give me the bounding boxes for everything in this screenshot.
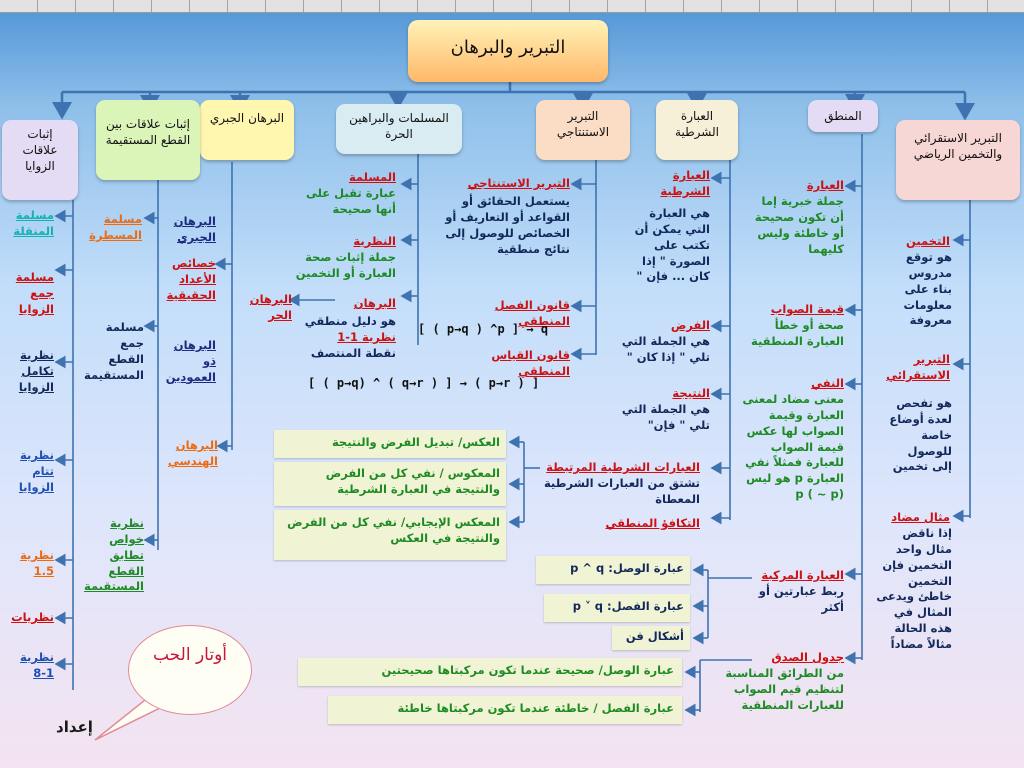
supplement-theorem: نظرية تكامل الزوايا	[18, 348, 54, 394]
branch-inductive-reasoning: التبرير الاستقرائي والتخمين الرياضي	[896, 120, 1020, 200]
conjunction-definition-box	[298, 658, 682, 686]
inverse-box	[274, 462, 506, 506]
converse-text: العكس/ تبديل الفرض والنتيجة	[331, 435, 500, 449]
contrapositive-box	[274, 510, 506, 560]
deductive-title: التبرير الاستنتاجي	[467, 176, 570, 190]
deductive-definition: يستعمل الحقائق أو القواعد أو التعاريف أو الخصائص للوصول إلى نتائج منطقية	[445, 194, 570, 256]
proof-definition: هو دليل منطقي	[304, 314, 396, 328]
truth-table-definition: من الطرائق المناسبة لتنظيم قيم الصواب للعبارات المنطقية	[725, 666, 844, 712]
root-node: التبرير والبرهان	[408, 20, 608, 82]
postulate-definition: عبارة تقبل على أنها صحيحة	[305, 186, 396, 216]
hypothesis-title: الفرض	[670, 318, 710, 332]
theorem-1-1: نظرية 1-1	[337, 330, 396, 344]
segment-addition-postulate: مسلمة جمع القطع المستقيمة	[83, 320, 144, 382]
real-number-properties: خصائص الأعداد الحقيقية	[166, 256, 216, 302]
disjunction-definition-box	[328, 696, 682, 724]
conjunction-text: عبارة الوصل: p ^ q	[570, 561, 684, 575]
conjecture-title: التخمين	[906, 234, 950, 248]
complement-theorem: نظرية تتام الزوايا	[18, 448, 54, 494]
segment-congruence-theorem: نظرية خواص تطابق القطع المستقيمة	[83, 516, 144, 594]
credit-bubble-text: أوتار الحب	[152, 645, 228, 665]
prepared-by-label: إعداد	[56, 718, 93, 736]
branch-postulates-proofs: المسلمات والبراهين الحرة	[336, 104, 462, 154]
venn-text: أشكال فن	[625, 629, 684, 643]
angle-addition-postulate: مسلمة جمع الزوايا	[15, 270, 54, 316]
negation-title: النفي	[811, 376, 844, 390]
protractor-postulate: مسلمة المنقلة	[13, 208, 54, 238]
branch-logic: المنطق	[808, 100, 878, 132]
theorem-1-5: نظرية 1.5	[20, 548, 54, 578]
midpoint-theorem: نقطة المنتصف	[310, 346, 396, 360]
negation-definition: معنى مضاد لمعنى العبارة وقيمة الصواب لها عكس قيمة الصواب للعبارة فمثلاً نفي العبارة p هو ليس p ( ~ p)	[742, 392, 844, 502]
truth-table-title: جدول الصدق	[771, 650, 844, 664]
compound-statement-title: العبارة المركبة	[761, 568, 844, 582]
logical-equivalence: التكافؤ المنطقي	[605, 516, 700, 530]
conclusion-title: النتيجة	[672, 386, 710, 400]
conditional-definition: هي العبارة التي يمكن أن تكتب على الصورة " إذا كان ... فإن "	[634, 206, 710, 284]
disjunction-definition: عبارة الفصل / خاطئة عندما تكون مركبتاها خاطئة	[397, 701, 674, 715]
venn-box	[612, 626, 690, 650]
branch-segment-relations: إثبات علاقات بين القطع المستقيمة	[96, 100, 200, 180]
detachment-law-formula: [ ( p→q ) ^p ] → q	[418, 322, 549, 336]
branch-conditional-statement: العبارة الشرطية	[656, 100, 738, 160]
syllogism-law-title: قانون القياس المنطقي	[491, 348, 570, 378]
conjunction-definition: عبارة الوصل/ صحيحة عندما تكون مركبتاها صحيحتين	[381, 663, 674, 677]
hypothesis-definition: هي الجملة التي تلي " إذا كان "	[621, 334, 710, 364]
truth-value-title: قيمة الصواب	[770, 302, 844, 316]
related-conditionals-definition: تشتق من العبارات الشرطية المعطاة	[543, 476, 700, 506]
branch-algebraic-proof: البرهان الجبري	[200, 100, 294, 160]
related-conditionals-title: العبارات الشرطية المرتبطة	[546, 460, 700, 474]
algebraic-proof-item: البرهان الجبري	[173, 214, 216, 244]
conjecture-definition: هو توقع مدروس بناء على معلومات معروفة	[903, 250, 952, 328]
postulate-title: المسلمة	[348, 170, 396, 184]
geometric-proof: البرهان الهندسي	[167, 438, 218, 468]
counterexample-title: مثال مضاد	[891, 510, 950, 524]
compound-statement-definition: ربط عبارتين أو أكثر	[758, 584, 844, 614]
statement-definition: جملة خبرية إما أن تكون صحيحة أو خاطئة وليس كليهما	[754, 194, 844, 256]
credit-bubble	[128, 625, 252, 715]
syllogism-law-formula: [ ( p→q) ^ ( q→r ) ] → ( p→r ) ]	[308, 376, 540, 390]
contrapositive-text: المعكس الإيجابي/ نفي كل من الفرض والنتيجة في العكس	[287, 515, 500, 545]
inverse-text: المعكوس / نفي كل من الفرض والنتيجة في العبارة الشرطية	[325, 466, 500, 496]
theorem-definition: جملة إثبات صحة العبارة أو التخمين	[295, 250, 396, 280]
disjunction-box	[544, 594, 690, 622]
inductive-definition: هو تفحص لعدة أوضاع خاصة للوصول إلى تخمين	[889, 396, 952, 474]
theorem-title: النظرية	[353, 234, 396, 248]
counterexample-definition: إذا ناقض مثال واحد التخمين فإن التخمين خاطئ ويدعى المثال في هذه الحالة مثالاً مضاداً	[876, 526, 952, 652]
conjunction-box	[536, 556, 690, 584]
disjunction-text: عبارة الفصل: p ˅ q	[572, 599, 684, 613]
paragraph-proof: البرهان الحر	[249, 292, 292, 322]
conclusion-definition: هي الجملة التي تلي " فإن"	[621, 402, 710, 432]
two-column-proof: البرهان ذو العمودين	[165, 338, 216, 384]
conditional-title: العبارة الشرطية	[660, 168, 710, 198]
theorem-1-8: نظرية 1-8	[20, 650, 54, 680]
theorems: نظريات	[11, 610, 54, 624]
statement-title: العبارة	[806, 178, 844, 192]
converse-box	[274, 430, 506, 458]
ruler-postulate: مسلمة المسطرة	[89, 212, 142, 242]
detachment-law-title: قانون الفصل المنطقي	[494, 298, 570, 328]
truth-value-definition: صحة أو خطأ العبارة المنطقية	[751, 318, 844, 348]
branch-angle-relations: إثبات علاقات الزوايا	[2, 120, 78, 200]
inductive-title: التبرير الاستقرائي	[886, 352, 950, 382]
branch-deductive-reasoning: التبرير الاستنتاجي	[536, 100, 630, 160]
proof-title: البرهان	[353, 296, 396, 310]
